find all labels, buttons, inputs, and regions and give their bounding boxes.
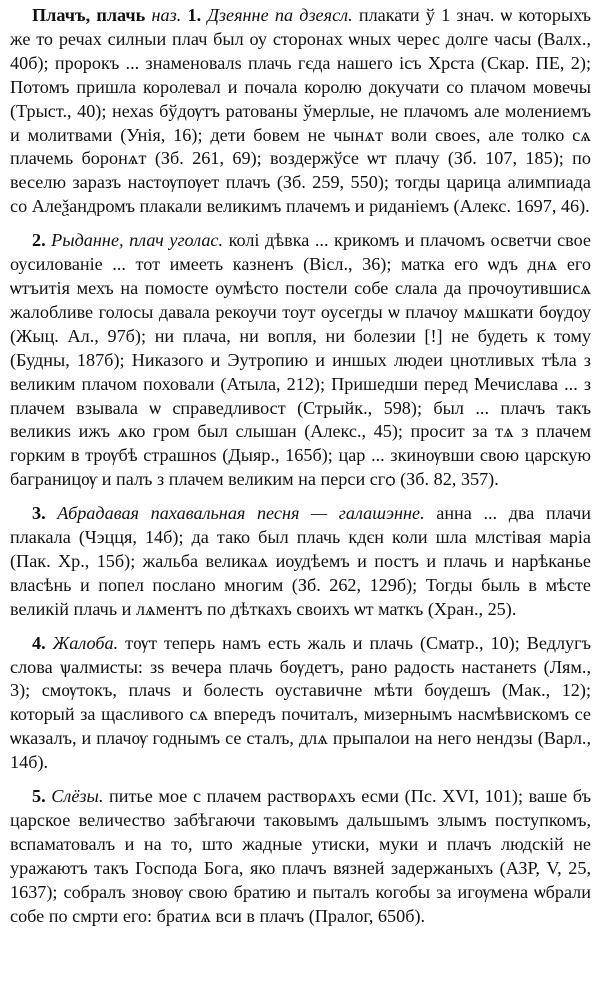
sense-number: 4. xyxy=(32,632,46,653)
sense-number: 1. xyxy=(187,5,202,25)
sense-5 xyxy=(10,785,591,928)
sense-text: плакати ў 1 знач. ѡ которыхъ же то речах силныи плач был оу сторонах ѡных черес долге часы (Валх., 40б); пророкъ ... знаменовалѕ плачь гєда нашего ісъ Хрста (Скар. ПЕ, 2); Потомъ пришла королевал и почала королю докучати со плачом мовечы (Трыст., 40); нехаѕ бўдѹтъ ратованы ўмерлые, не плачомъ але молениемъ и молитвами (Унія, 16); дети бовем не чынѧт воли своеѕ, але толко сѧ плачемь боронѧт (Зб. 261, 69); воздержўсе ѡт плачу (Зб. 107, 185); по веселю заразъ настѹпѹет плачъ (Зб. 259, 550); тогды царица алимпиада со Алеѯандромъ плакали великимъ плачемъ и риданіемъ (Алекс. 1697, 46). xyxy=(10,5,592,217)
sense-gloss: Жалоба. xyxy=(52,632,119,653)
headword: Плачъ, плачь xyxy=(32,5,146,25)
sense-1 xyxy=(10,4,591,219)
sense-number: 3. xyxy=(32,503,46,524)
sense-gloss: Рыданне, плач уголас. xyxy=(51,230,224,251)
sense-number: 5. xyxy=(32,786,46,807)
sense-gloss: Дзеянне па дзеясл. xyxy=(207,5,353,25)
sense-text: анна ... два плачи плакала (Чэцця, 14б); да тако был плачь кдєн коли шла млстівая маріа (Пак. Хр., 15б); жальба великаѧ иоудѣемъ и постъ и плачь и нарѣканье власѣнь и попел послано многим (Зб. 262, 129б); Тогды быль в мѣсте великій плачь и лѧментъ по дѣткахъ своихъ ѡт маткъ (Хран., 25). xyxy=(10,503,591,619)
sense-gloss: Слёзы. xyxy=(51,786,104,807)
sense-text: питье мое с плачем растворѧхъ есми (Пс. XVI, 101); ваше бъ царское величество забѣгаючи таковымъ дальшымъ злымъ поступкомъ, вспаматовалъ и на то, што жадные утиски, муки и плачъ людскій не уражаютъ такъ Господа Бога, яко плачъ вязней задержаныхъ (АЗР, V, 25, 1637); собралъ зновѹ свою братию и пыталъ когобы за игѹмена ѡбрали собе по смрти его: братиѧ вси в плачъ (Пралог, 650б). xyxy=(10,786,591,926)
sense-3 xyxy=(10,502,591,622)
sense-4 xyxy=(10,632,591,775)
sense-text: колі дѣвка ... крикомъ и плачомъ осветчи свое оусилованіе ... тот имееть казненъ (Вісл., 36); матка его ѡдъ днѧ его ѡтъитія мехъ на помосте оумѣсто постели собе слала да прочоутившисѧ жалобливе голосы давала рекоучи тоут оусегды ѡ плачоу мѧшкати бѹдоу (Жыц. Ал., 97б); ни плача, ни вопля, ни болезии [!] не будеть к тому (Будны, 187б); Никазого и Эутропию и иншых людеи цнотливых тѣла з великим плачом поховали (Атыла, 212); Пришедши перед Мечислава ... з плачем взывала ѡ справедливост (Стрыйк., 598); был ... плачъ такъ великиѕ ижъ ѧко гром был слышан (Алекс., 45); просит за тѧ з плачем горким в трѹбѣ страшноѕ (Дыяр., 165б); цар ... зкинѹвши свою царскую баграницѹ и палъ з плачем великим на перси сгѻ (Зб. 82, 357). xyxy=(10,230,591,490)
sense-text: тѹт теперь намъ есть жаль и плачь (Сматр., 10); Ведлугъ слова ѱалмисты: зѕ вечера плачь бѹдетъ, рано радость настанетѕ (Лям., 3); смѹтокъ, плачѕ и болесть оуставичне мѣти бѹдешъ (Мак., 12); который за щасливого сѧ впередъ почиталъ, мизернымъ насмѣвискомъ се ѡказалъ, и плачѹ годнымъ се сталъ, длѧ прыпалои на него нендзы (Варл., 14б). xyxy=(10,632,591,773)
sense-number: 2. xyxy=(32,230,46,251)
sense-2 xyxy=(10,229,591,492)
sense-gloss: Абрадавая пахавальная песня — галашэнне. xyxy=(57,503,425,524)
grammar-label: наз. xyxy=(151,5,182,25)
